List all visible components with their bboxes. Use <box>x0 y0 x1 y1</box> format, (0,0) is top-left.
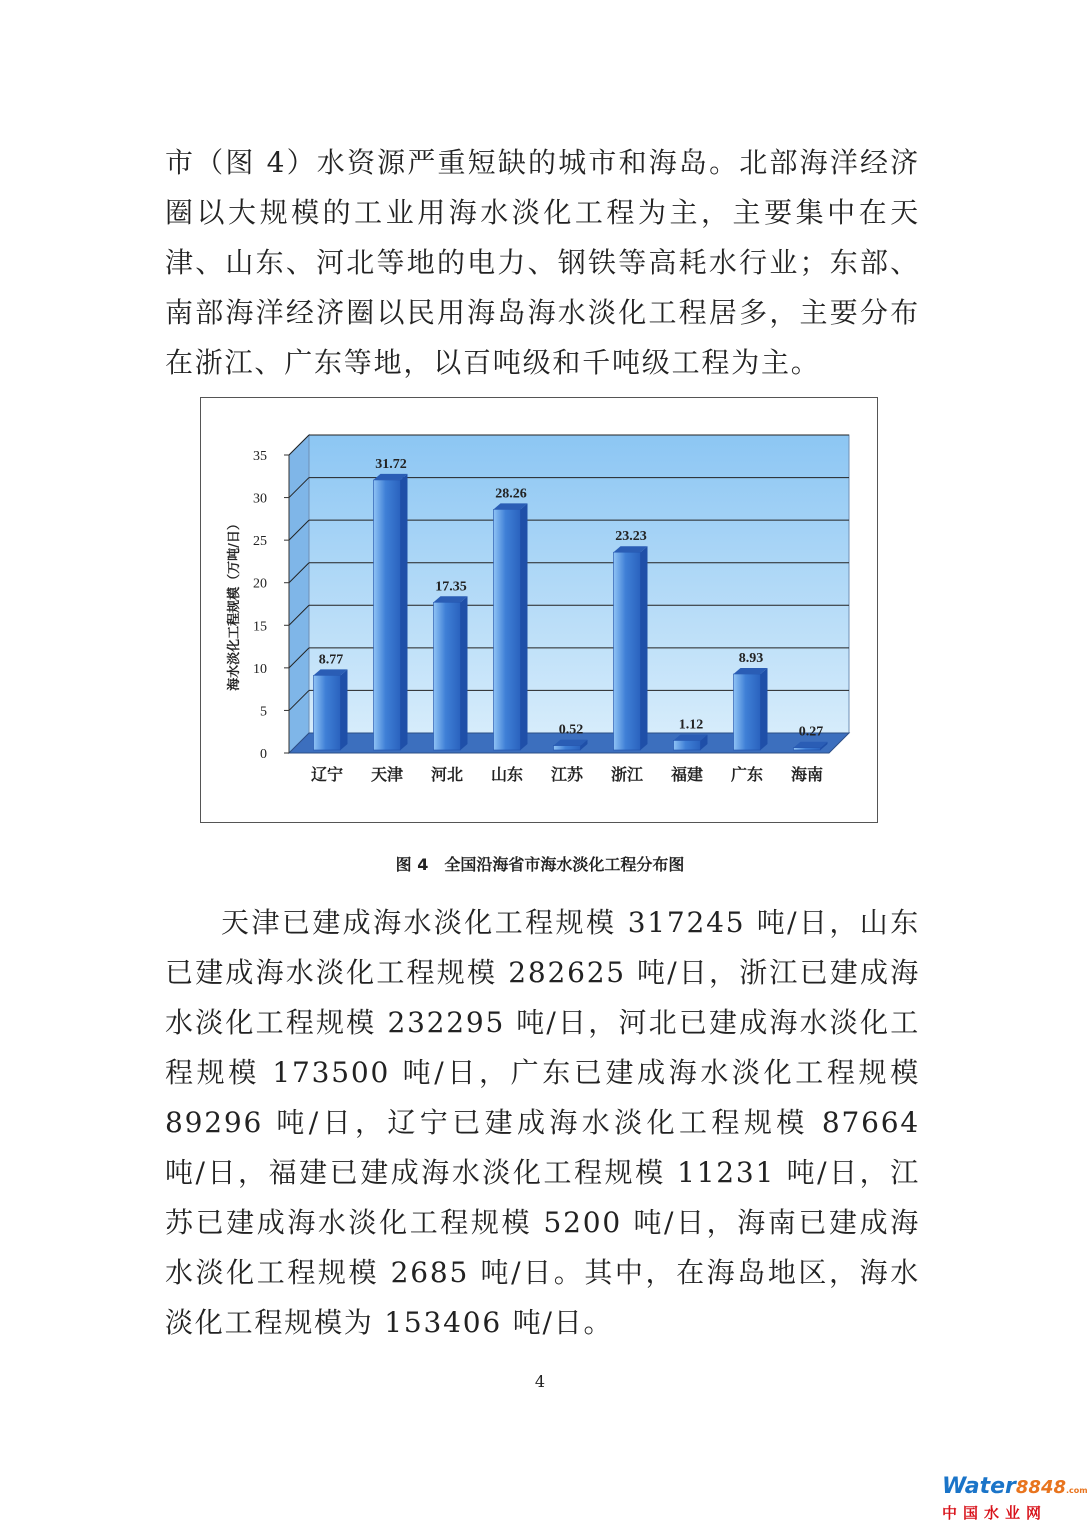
bar-side-辽宁 <box>341 669 348 750</box>
bar-side-山东 <box>521 503 528 750</box>
bar-海南 <box>794 748 821 750</box>
bar-广东 <box>734 674 761 750</box>
data-label-广东: 8.93 <box>738 650 764 666</box>
data-label-海南: 0.27 <box>798 724 824 740</box>
x-tick-label-河北: 河北 <box>430 765 464 784</box>
bar-江苏 <box>554 746 581 750</box>
figure-frame <box>200 397 878 823</box>
y-tick-label: 25 <box>253 534 267 550</box>
bar-side-天津 <box>401 474 408 750</box>
x-tick-label-江苏: 江苏 <box>550 765 584 784</box>
data-label-辽宁: 8.77 <box>318 652 344 668</box>
data-label-浙江: 23.23 <box>615 529 647 545</box>
x-tick-label-海南: 海南 <box>790 765 824 784</box>
figure-caption: 图 4 全国沿海省市海水淡化工程分布图 <box>395 855 685 874</box>
data-label-山东: 28.26 <box>495 486 527 502</box>
data-label-福建: 1.12 <box>678 717 704 733</box>
bar-辽宁 <box>314 675 341 750</box>
y-tick-label: 30 <box>253 491 267 507</box>
y-tick-label: 35 <box>253 449 267 464</box>
bar-side-河北 <box>461 596 468 750</box>
x-tick-label-浙江: 浙江 <box>610 765 644 784</box>
data-label-天津: 31.72 <box>375 456 407 472</box>
body-paragraph-1: 市（图 4）水资源严重短缺的城市和海岛。北部海洋经济圈以大规模的工业用海水淡化工程为主，主要集中在天津、山东、河北等地的电力、钢铁等高耗水行业；东部、南部海洋经济圈以民用海岛海水淡化工程居多，主要分布在浙江、广东等地，以百吨级和千吨级工程为主。 <box>165 146 920 379</box>
y-tick-label: 0 <box>260 747 267 762</box>
y-tick-label: 10 <box>253 661 267 677</box>
watermark-logo: Water8848.com 中国水业网 <box>942 1474 1088 1522</box>
y-tick-label: 15 <box>253 619 267 635</box>
x-tick-label-辽宁: 辽宁 <box>310 765 344 784</box>
bar-福建 <box>674 740 701 750</box>
data-label-河北: 17.35 <box>435 579 467 595</box>
chart-side-wall <box>289 435 309 753</box>
bar-河北 <box>434 602 461 750</box>
bar-chart <box>201 398 877 822</box>
bar-山东 <box>494 509 521 750</box>
body-paragraph-2: 天津已建成海水淡化工程规模 317245 吨/日，山东已建成海水淡化工程规模 282625 吨/日，浙江已建成海水淡化工程规模 232295 吨/日，河北已建成海水淡化工程规模 173500 吨/日，广东已建成海水淡化工程规模 89296 吨/日，辽宁已建成海水淡化工程规模 87664 吨/日，福建已建成海水淡化工程规模 11231 吨/日，江苏已建成海水淡化工程规模 5200 吨/日，海南已建成海水淡化工程规模 2685 吨/日。其中，在海岛地区，海水淡化工程规模为 153406 吨/日。 <box>165 906 920 1339</box>
bar-side-广东 <box>761 668 768 750</box>
y-axis-title: 海水淡化工程规模（万吨/日） <box>227 517 242 691</box>
bar-天津 <box>374 480 401 750</box>
x-tick-label-广东: 广东 <box>730 765 764 784</box>
y-tick-label: 20 <box>253 576 267 592</box>
x-tick-label-天津: 天津 <box>370 765 404 784</box>
y-tick-label: 5 <box>260 704 267 720</box>
bar-浙江 <box>614 552 641 750</box>
x-tick-label-山东: 山东 <box>490 765 524 784</box>
page-number: 4 <box>534 1372 546 1391</box>
data-label-江苏: 0.52 <box>558 722 584 738</box>
bar-side-浙江 <box>641 546 648 750</box>
x-tick-label-福建: 福建 <box>670 765 704 784</box>
